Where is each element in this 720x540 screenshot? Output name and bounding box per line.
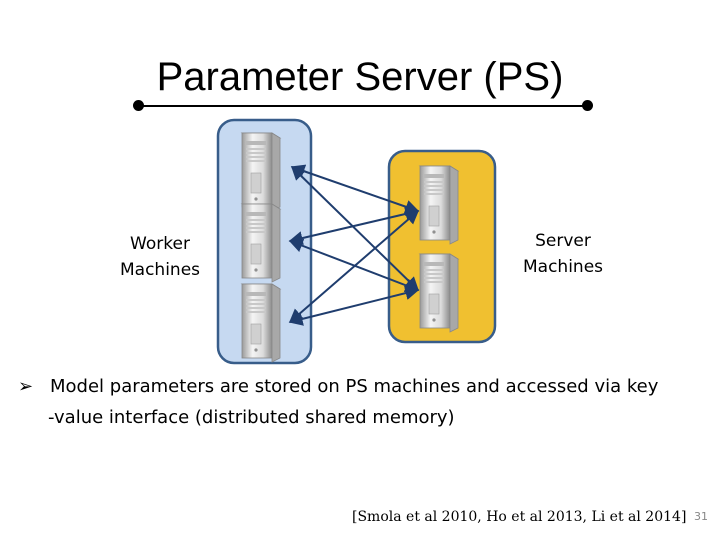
worker-machine-2-icon [242, 204, 280, 282]
worker-label-line2: Machines [119, 260, 201, 280]
worker-machine-3-icon [242, 284, 280, 362]
bullet-text-line2: -value interface (distributed shared memory) [48, 407, 455, 428]
slide-number: 31 [694, 510, 708, 523]
server-machine-1-icon [420, 166, 458, 244]
server-machine-2-icon [420, 254, 458, 332]
worker-machines-label [100, 231, 220, 283]
citation: [Smola et al 2010, Ho et al 2013, Li et al 2014] [352, 509, 687, 525]
server-label-line1: Server [535, 231, 591, 251]
bullet-text-line1: Model parameters are stored on PS machines and accessed via key [50, 376, 659, 397]
server-label-line2: Machines [522, 257, 604, 277]
worker-machine-1-icon [242, 133, 280, 211]
worker-label-line1: Worker [130, 234, 190, 254]
arrowhead-bullet-icon: ➢ [18, 376, 34, 397]
server-machines-label [503, 228, 623, 280]
page-title: Parameter Server (PS) [156, 55, 564, 99]
